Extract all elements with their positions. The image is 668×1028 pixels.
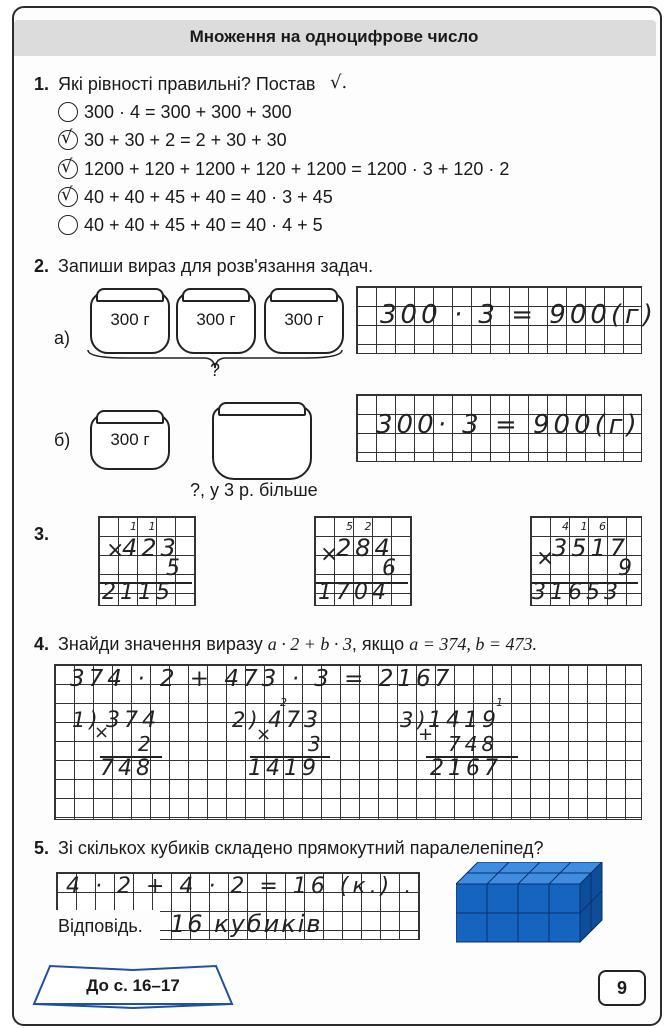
page-number: 9	[598, 970, 646, 1006]
flour-bag-image	[90, 414, 170, 470]
task5-number: 5.	[34, 838, 50, 858]
task4-values: a = 374, b = 473.	[409, 634, 537, 654]
flour-bag-image	[90, 292, 170, 354]
step-operator: ×	[94, 722, 114, 743]
step-top-number: 374	[106, 708, 160, 733]
task4-expression: a · 2 + b · 3	[267, 634, 352, 654]
option-text: 40 + 40 + 45 + 40 = 40 · 4 + 5	[84, 215, 323, 235]
checkbox-circle[interactable]	[58, 102, 78, 122]
task5-solution: 4 · 2 + 4 · 2 = 16 (к.) .	[66, 874, 416, 899]
option-text: 300 · 4 = 300 + 300 + 300	[84, 102, 292, 122]
multiply-sign: ×	[106, 538, 129, 563]
step-label: 2)	[232, 708, 262, 732]
multiply-sign: ×	[320, 542, 343, 567]
carry-digits: 1 1	[130, 520, 160, 533]
bag-weight-label: 300 г	[196, 310, 236, 329]
multiply-sign: ×	[536, 546, 559, 571]
step-operator: ×	[256, 724, 276, 745]
task2b-label: б)	[54, 430, 71, 450]
step-result: 748	[100, 756, 154, 781]
calc-result: 31653	[532, 580, 622, 605]
task1-text: Які рівності правильні? Постав	[58, 74, 316, 94]
task2b-caption: ?, у 3 р. більше	[190, 480, 318, 500]
task2b-answer: 300· 3 = 900(г)	[376, 410, 641, 440]
calc-top-number: 423	[122, 534, 180, 562]
check-mark-icon: √	[61, 156, 73, 177]
large-bag-image	[212, 406, 312, 480]
step-multiplier: 2	[138, 732, 155, 756]
task4-text-before: Знайди значення виразу	[58, 634, 263, 654]
task1-number: 1.	[34, 74, 50, 94]
step-operator: +	[418, 724, 438, 745]
cubes-parallelepiped-image	[456, 862, 606, 944]
step-label: 3)	[400, 708, 430, 732]
check-mark-icon: √	[61, 184, 73, 205]
step-label: 1)	[72, 708, 102, 732]
task2a-question: ?	[210, 360, 221, 380]
task1-check-symbol: √.	[330, 72, 348, 93]
calc-multiplier: 9	[618, 556, 636, 581]
calc-multiplier: 5	[166, 556, 184, 581]
task4-number: 4.	[34, 634, 50, 654]
flour-bag-image	[176, 292, 256, 354]
task3-number: 3.	[34, 524, 50, 544]
task2-text: Запиши вираз для розв'язання задач.	[58, 256, 374, 276]
bag-weight-label: 300 г	[284, 310, 324, 329]
calc-result: 2115	[102, 580, 174, 605]
checkbox-circle[interactable]	[58, 215, 78, 235]
page-title: Множення на одноцифрове число	[189, 27, 479, 46]
task4-line1: 374 · 2 + 473 · 3 = 2167	[70, 666, 454, 692]
task2-number: 2.	[34, 256, 50, 276]
carry-digits: 5 2	[346, 520, 376, 533]
calc-result: 1704	[318, 580, 390, 605]
task5-answer-value: 16 кубиків	[170, 910, 323, 938]
option-text: 40 + 40 + 45 + 40 = 40 · 3 + 45	[84, 187, 333, 207]
carry-digits: 4 1 6	[562, 520, 610, 533]
task2a-label: а)	[54, 328, 71, 348]
checkbox-circle[interactable]	[58, 156, 78, 179]
task5-answer-label: Відповідь.	[58, 916, 143, 936]
option-text: 30 + 30 + 2 = 2 + 30 + 30	[84, 130, 287, 150]
calc-top-number: 3517	[552, 534, 630, 562]
check-mark-icon: √	[61, 127, 73, 148]
flour-bag-image	[264, 292, 344, 354]
task4-text	[58, 634, 537, 655]
bag-weight-label: 300 г	[110, 310, 150, 329]
step-result: 1419	[248, 756, 320, 781]
step-top-number: 473	[268, 708, 322, 733]
calc-multiplier: 6	[382, 556, 400, 581]
task2a-answer: 300 · 3 = 900(г)	[380, 300, 657, 330]
task4-text-mid: , якщо	[351, 634, 405, 654]
step-carry: 1	[496, 696, 507, 709]
option-text: 1200 + 120 + 1200 + 120 + 1200 = 1200 · 3 + 120 · 2	[84, 159, 510, 179]
step-multiplier: 3	[308, 732, 325, 756]
step-multiplier: 748	[448, 732, 499, 756]
checkbox-circle[interactable]	[58, 184, 78, 207]
step-top-number: 1419	[428, 708, 500, 733]
task5-text: Зі скількох кубиків складено прямокутний паралелепіпед?	[58, 838, 544, 858]
step-result: 2167	[430, 756, 502, 781]
footer-reference: До с. 16–17	[86, 976, 180, 995]
bag-weight-label: 300 г	[110, 430, 150, 449]
checkbox-circle[interactable]	[58, 127, 78, 150]
calc-top-number: 284	[336, 534, 394, 562]
step-carry: 2	[280, 696, 291, 709]
